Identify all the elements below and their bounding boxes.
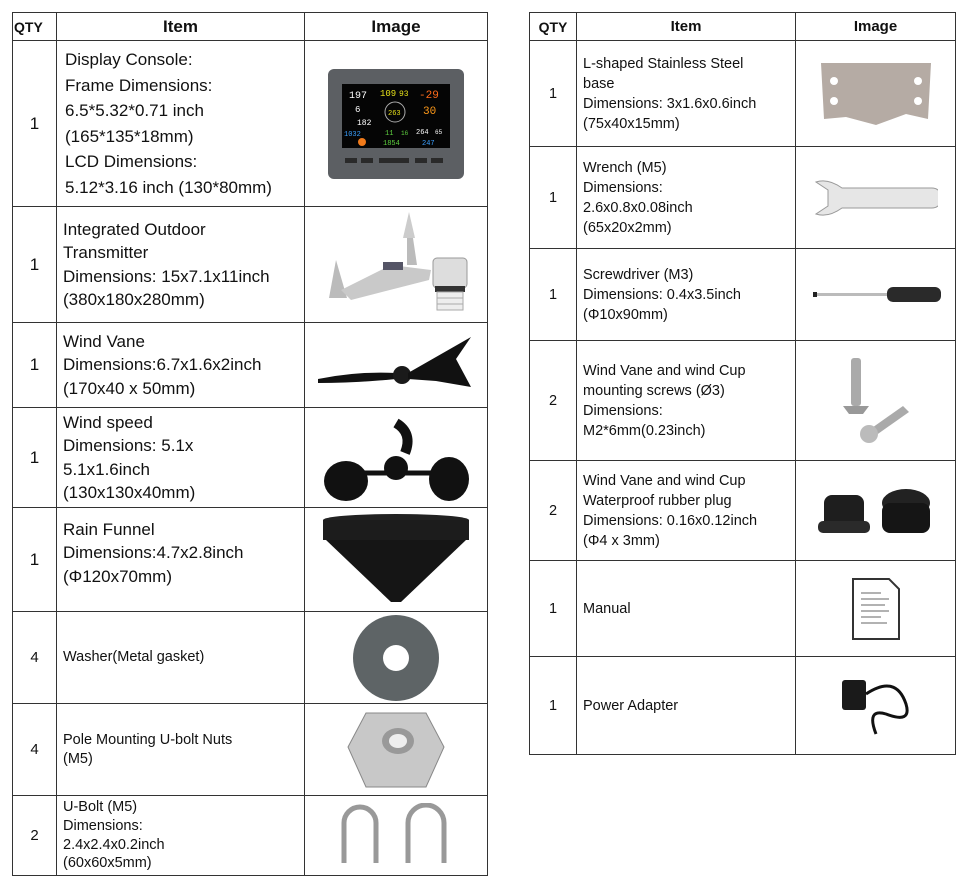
item-line: Dimensions:4.7x2.8inch [63, 543, 244, 563]
item-line: Display Console: [65, 50, 193, 69]
svg-text:264: 264 [416, 128, 429, 137]
item-line: 2.4x2.4x0.2inch [63, 836, 165, 853]
qty-cell: 4 [13, 612, 57, 704]
item-line: Screwdriver (M3) [583, 266, 694, 283]
svg-text:182: 182 [357, 118, 372, 128]
item-cell [577, 147, 796, 249]
table-row [13, 323, 488, 408]
item-line: Manual [583, 600, 631, 617]
item-line: (130x130x40mm) [63, 482, 196, 502]
image-header: Image [796, 13, 956, 41]
item-line: 5.12*3.16 inch (130*80mm) [65, 177, 272, 197]
item-line: Dimensions: 0.16x0.12inch [583, 512, 758, 529]
svg-text:30: 30 [423, 105, 437, 118]
svg-text:1854: 1854 [383, 139, 400, 148]
item-line: Dimensions: [63, 817, 143, 834]
item-cell [577, 461, 796, 561]
qty-cell: 1 [13, 41, 57, 207]
item-line: (165*135*18mm) [65, 126, 194, 146]
svg-text:197: 197 [349, 90, 368, 102]
item-line: (60x60x5mm) [63, 855, 152, 872]
item-cell [57, 796, 305, 876]
item-cell [577, 561, 796, 657]
table-row [13, 408, 488, 508]
qty-header: QTY [13, 13, 57, 41]
qty-cell: 1 [13, 323, 57, 408]
item-line: 6.5*5.32*0.71 inch [65, 101, 204, 120]
table-row [530, 341, 956, 461]
item-line: Rain Funnel [63, 520, 155, 539]
qty-cell: 2 [530, 341, 577, 461]
item-line: Waterproof rubber plug [583, 492, 732, 509]
rain-funnel-image [305, 508, 488, 612]
qty-cell: 1 [530, 41, 577, 147]
table-row [530, 249, 956, 341]
table-header [530, 13, 956, 41]
table-row [13, 508, 488, 612]
item-line: (380x180x280mm) [63, 289, 205, 309]
hex-nut-image [305, 704, 488, 796]
item-cell [577, 657, 796, 755]
svg-text:6: 6 [355, 104, 361, 115]
item-line: Pole Mounting U-bolt Nuts [63, 731, 233, 748]
item-cell [57, 41, 305, 207]
item-line: Dimensions: 0.4x3.5inch [583, 286, 741, 303]
package-contents-table-left [12, 12, 488, 876]
qty-header: QTY [530, 13, 577, 41]
qty-cell: 1 [13, 207, 57, 323]
item-line: 2.6x0.8x0.08inch [583, 199, 693, 216]
item-line: LCD Dimensions: [65, 152, 198, 171]
item-cell [577, 341, 796, 461]
item-header: Item [57, 13, 305, 41]
item-line: (M5) [63, 750, 93, 767]
svg-text:-29: -29 [419, 89, 439, 102]
qty-cell: 1 [530, 657, 577, 755]
wind-cups-image [305, 408, 488, 508]
screwdriver-image [796, 249, 956, 341]
item-line: Wind Vane and wind Cup [583, 472, 746, 489]
manual-image [796, 561, 956, 657]
item-line: Dimensions: 15x7.1x11inch [63, 266, 270, 286]
item-cell [57, 323, 305, 408]
qty-cell: 1 [530, 249, 577, 341]
item-line: (75x40x15mm) [583, 115, 680, 132]
item-header: Item [577, 13, 796, 41]
table-header [13, 13, 488, 41]
item-line: Wrench (M5) [583, 159, 667, 176]
qty-cell: 2 [530, 461, 577, 561]
svg-text:1032: 1032 [344, 130, 361, 139]
table-row [530, 41, 956, 147]
item-line: mounting screws (Ø3) [583, 382, 725, 399]
item-line: Dimensions: 5.1x [63, 436, 194, 456]
item-cell [577, 41, 796, 147]
qty-cell: 1 [530, 561, 577, 657]
item-cell [57, 408, 305, 508]
image-header: Image [305, 13, 488, 41]
item-line: Power Adapter [583, 697, 679, 714]
item-cell [57, 704, 305, 796]
item-line: M2*6mm(0.23inch) [583, 422, 706, 439]
item-line: 5.1x1.6inch [63, 459, 150, 479]
outdoor-transmitter-image [305, 207, 488, 323]
item-line: Washer(Metal gasket) [63, 649, 205, 666]
item-line: Dimensions: [583, 179, 663, 196]
item-line: Dimensions:6.7x1.6x2inch [63, 355, 262, 375]
qty-cell: 2 [13, 796, 57, 876]
svg-text:263: 263 [388, 109, 401, 118]
item-line: (Φ120x70mm) [63, 566, 172, 586]
wrench-image [796, 147, 956, 249]
table-row [13, 704, 488, 796]
item-line: Wind Vane [63, 331, 145, 351]
washer-image [305, 612, 488, 704]
item-line: base [583, 75, 615, 92]
rubber-plug-image [796, 461, 956, 561]
item-line: Integrated Outdoor [63, 219, 206, 239]
u-bolt-image [305, 796, 488, 876]
item-line: U-Bolt (M5) [63, 798, 138, 815]
item-line: Dimensions: [583, 402, 663, 419]
qty-cell: 1 [13, 508, 57, 612]
package-contents-table-right [529, 12, 956, 755]
wind-vane-image [305, 323, 488, 408]
table-row [530, 561, 956, 657]
table-row [530, 657, 956, 755]
item-line: L-shaped Stainless Steel [583, 55, 744, 72]
screws-image [796, 341, 956, 461]
svg-text:93: 93 [399, 89, 409, 99]
item-cell [57, 207, 305, 323]
item-line: (65x20x2mm) [583, 219, 672, 236]
table-row [13, 796, 488, 876]
qty-cell: 1 [530, 147, 577, 249]
item-cell [577, 249, 796, 341]
svg-text:109: 109 [380, 88, 397, 99]
svg-text:16: 16 [401, 129, 409, 137]
svg-text:65: 65 [435, 128, 443, 136]
item-line: (Φ10x90mm) [583, 306, 668, 323]
item-line: Frame Dimensions: [65, 75, 213, 95]
item-cell [57, 612, 305, 704]
item-line: (170x40 x 50mm) [63, 378, 196, 398]
item-cell [57, 508, 305, 612]
qty-cell: 4 [13, 704, 57, 796]
svg-text:11: 11 [385, 129, 394, 138]
item-line: Wind speed [63, 412, 153, 432]
display-console-image [305, 41, 488, 207]
item-line: Transmitter [63, 243, 149, 263]
item-line: Wind Vane and wind Cup [583, 362, 746, 379]
steel-base-image [796, 41, 956, 147]
svg-text:247: 247 [422, 139, 435, 148]
table-row [13, 612, 488, 704]
table-row [13, 207, 488, 323]
table-row [530, 147, 956, 249]
table-row [530, 461, 956, 561]
table-row [13, 41, 488, 207]
item-line: (Φ4 x 3mm) [583, 532, 660, 549]
power-adapter-image [796, 657, 956, 755]
qty-cell: 1 [13, 408, 57, 508]
item-line: Dimensions: 3x1.6x0.6inch [583, 95, 757, 112]
